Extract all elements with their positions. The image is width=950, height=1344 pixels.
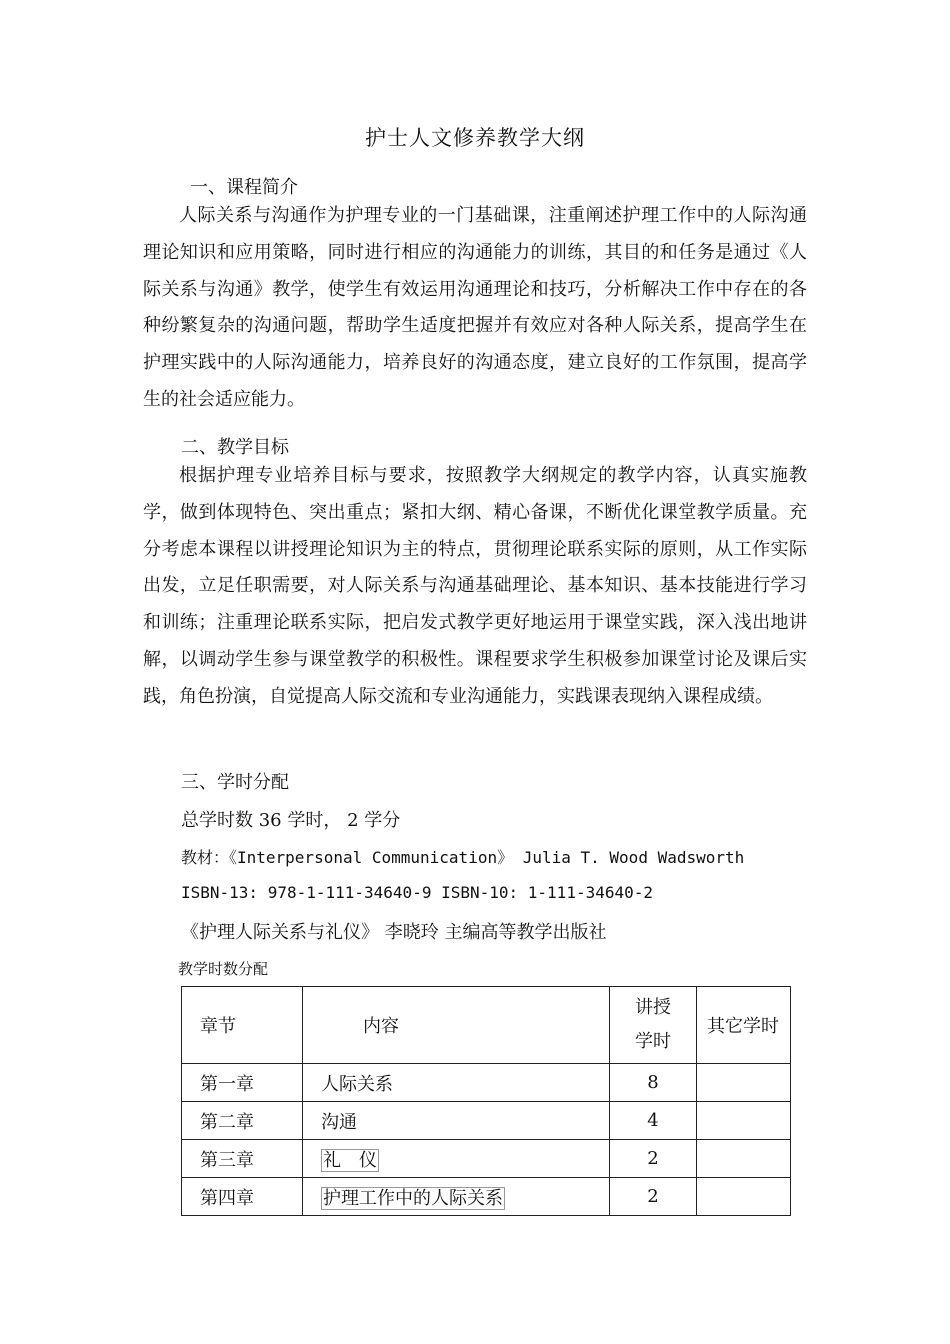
table-caption: 教学时数分配 xyxy=(178,960,269,978)
table-row xyxy=(182,1178,791,1216)
table-header-row xyxy=(182,987,791,1064)
table-row xyxy=(182,1140,791,1178)
row-chapter: 第四章 xyxy=(182,1178,303,1216)
textbook-line: 教材：《Interpersonal Communication》 Julia T. Wood Wadsworth xyxy=(181,848,745,867)
row-other-hours xyxy=(697,1140,791,1178)
row-chapter: 第三章 xyxy=(182,1140,303,1178)
goals-paragraph: 根据护理专业培养目标与要求，按照教学大纲规定的教学内容，认真实施教学，做到体现特色、突出重点；紧扣大纲、精心备课，不断优化课堂教学质量。充分考虑本课程以讲授理论知识为主的特点，贯彻理论联系实际的原则，从工作实际出发，立足任职需要，对人际关系与沟通基础理论、基本知识、基本技能进行学习和训练；注重理论联系实际，把启发式教学更好地运用于课堂实践，深入浅出地讲解，以调动学生参与课堂教学的积极性。课程要求学生积极参加课堂讨论及课后实践，角色扮演，自觉提高人际交流和专业沟通能力，实践课表现纳入课程成绩。 xyxy=(143,465,807,707)
isbn-line: ISBN-13: 978-1-111-34640-9 ISBN-10: 1-111-34640-2 xyxy=(181,883,654,902)
table-row xyxy=(182,1064,791,1102)
row-chapter: 第二章 xyxy=(182,1102,303,1140)
row-content: 沟通 xyxy=(303,1102,610,1140)
row-other-hours xyxy=(697,1178,791,1216)
header-other-hours: 其它学时 xyxy=(697,987,791,1064)
section-heading-intro: 一、课程简介 xyxy=(190,177,298,198)
page-title: 护士人文修养教学大纲 xyxy=(365,126,585,150)
header-lecture-line1: 讲授 xyxy=(635,997,671,1018)
row-lecture-hours: 2 xyxy=(610,1178,697,1216)
row-content: 礼 仪 xyxy=(323,1149,377,1171)
row-other-hours xyxy=(697,1102,791,1140)
intro-paragraph: 人际关系与沟通作为护理专业的一门基础课，注重阐述护理工作中的人际沟通理论知识和应用策略，同时进行相应的沟通能力的训练，其目的和任务是通过《人际关系与沟通》教学，使学生有效运用沟通理论和技巧，分析解决工作中存在的各种纷繁复杂的沟通问题，帮助学生适度把握并有效应对各种人际关系，提高学生在护理实践中的人际沟通能力，培养良好的沟通态度，建立良好的工作氛围，提高学生的社会适应能力。 xyxy=(143,205,807,410)
header-chapter: 章节 xyxy=(182,987,303,1064)
row-content-cell xyxy=(303,1178,610,1216)
row-lecture-hours: 4 xyxy=(610,1102,697,1140)
row-other-hours xyxy=(697,1064,791,1102)
section-heading-goals: 二、教学目标 xyxy=(181,437,289,458)
table-row xyxy=(182,1102,791,1140)
header-lecture-line2: 学时 xyxy=(635,1031,671,1052)
row-lecture-hours: 8 xyxy=(610,1064,697,1102)
total-hours-line: 总学时数 36 学时， 2 学分 xyxy=(181,810,401,831)
row-content: 护理工作中的人际关系 xyxy=(323,1187,503,1209)
row-content: 人际关系 xyxy=(303,1064,610,1102)
header-content: 内容 xyxy=(303,987,610,1064)
row-chapter: 第一章 xyxy=(182,1064,303,1102)
header-lecture-hours xyxy=(610,987,697,1064)
hours-table xyxy=(181,986,791,1216)
row-content-cell xyxy=(303,1140,610,1178)
row-lecture-hours: 2 xyxy=(610,1140,697,1178)
second-textbook-line: 《护理人际关系与礼仪》 李晓玲 主编高等教学出版社 xyxy=(181,922,607,943)
section-heading-hours: 三、学时分配 xyxy=(181,772,289,793)
